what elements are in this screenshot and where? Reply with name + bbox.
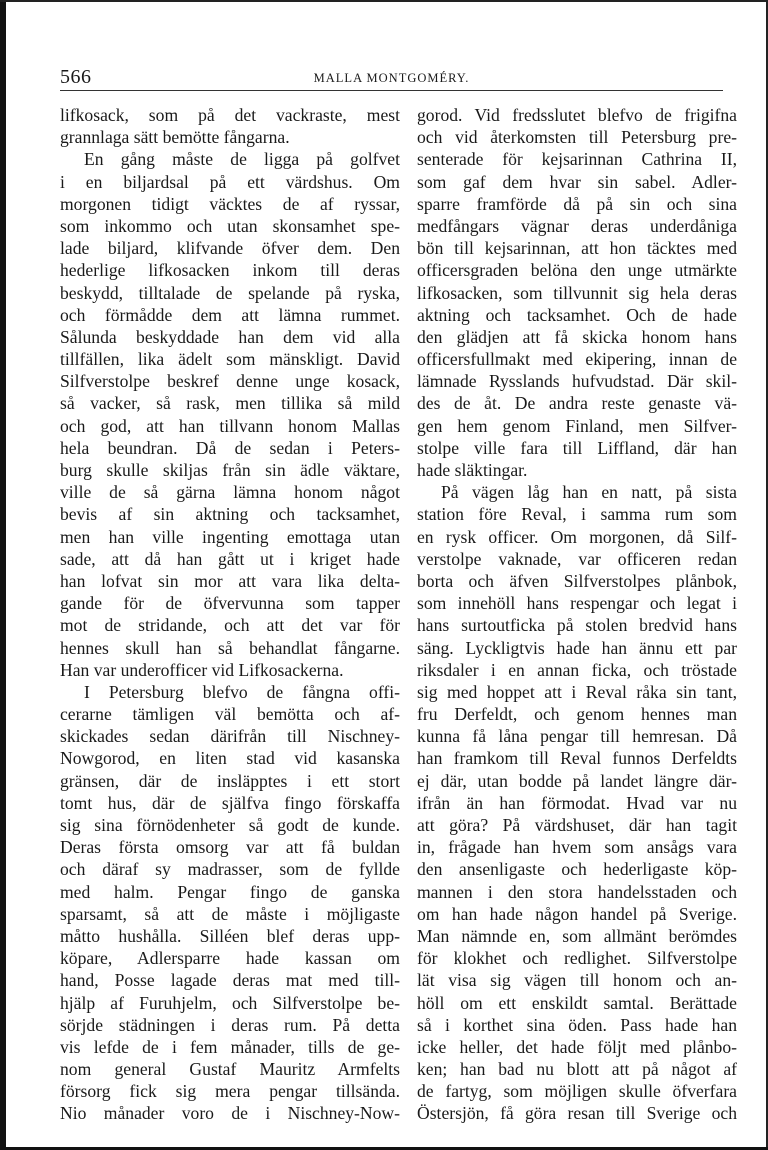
text-line: beskydd, tilltalade de spelande på ryska, bbox=[60, 282, 400, 303]
text-line: kunna få låna pengar till hemresan. Då bbox=[417, 726, 737, 747]
text-line: så i korthet sina öden. Pass hade han bbox=[417, 1014, 737, 1035]
text-line: att göra? På värdshuset, där han tagit bbox=[417, 815, 737, 835]
text-line: och förmådde dem att lämna rummet. bbox=[60, 304, 400, 325]
text-line: den glädjen att få skicka honom hans bbox=[417, 326, 737, 347]
text-line: hederlige lifkosacken inkom till deras bbox=[60, 260, 400, 281]
text-line: riksdaler i en annan ficka, och tröstade bbox=[417, 659, 737, 680]
text-column-left bbox=[60, 104, 400, 1125]
text-line: tillfällen, lika ädelt som mänskligt. David bbox=[60, 349, 400, 370]
text-line: tomt hus, där de själfva fingo förskaffa bbox=[60, 792, 400, 813]
text-line: På vägen låg han en natt, på sista bbox=[441, 482, 737, 503]
text-line: vis lefde de i fem månader, tills de ge- bbox=[60, 1036, 400, 1057]
text-line: medfångars vägnar deras underdåniga bbox=[417, 215, 737, 236]
text-line: han framkom till Reval funnos Derfeldts bbox=[417, 748, 737, 769]
text-line: des de åt. De andra reste genaste vä- bbox=[417, 393, 737, 414]
text-line: han lofvat sin mor att vara lika delta- bbox=[60, 570, 400, 591]
running-title: MALLA MONTGOMÉRY. bbox=[313, 71, 470, 85]
text-line: sparsamt, så att de måste i möjligaste bbox=[60, 903, 400, 924]
text-line: fru Derfeldt, och genom hennes man bbox=[417, 704, 737, 725]
text-line: ken; han bad nu blott att på något af bbox=[417, 1059, 737, 1080]
text-line: borta och äfven Silfverstolpes plånbok, bbox=[417, 570, 737, 591]
text-line: Silfverstolpe beskref denne unge kosack, bbox=[60, 371, 400, 392]
header-rule bbox=[60, 90, 723, 91]
text-line: sparre framförde då på sin och sina bbox=[417, 193, 737, 214]
text-line: hennes skull han så behandlat fångarne. bbox=[60, 637, 400, 658]
text-line: ifrån än han förmodat. Hvad var nu bbox=[417, 792, 737, 813]
text-line: höll om ett enskildt samtal. Berättade bbox=[417, 992, 737, 1013]
text-line: verstolpe vaknade, var officeren redan bbox=[417, 548, 737, 569]
running-head bbox=[60, 66, 723, 90]
text-line: hans surtoutficka på stolen bredvid hans bbox=[417, 615, 737, 636]
text-line: säng. Lyckligtvis hade han ännu ett par bbox=[417, 637, 737, 658]
text-line: som innehöll hans respengar och legat i bbox=[417, 593, 737, 614]
text-line: sig med hoppet att i Reval råka sin tant, bbox=[417, 681, 737, 702]
text-line: lät visa sig vägen till honom och an- bbox=[417, 970, 737, 991]
text-line: hade släktingar. bbox=[417, 460, 528, 480]
text-line: och god, att han tillvann honom Mallas bbox=[60, 415, 400, 436]
scan-edge-left bbox=[0, 0, 6, 1150]
text-line: och vid återkomsten till Petersburg pre- bbox=[417, 127, 737, 148]
text-line: hand, Posse lagade deras mat med till- bbox=[60, 970, 400, 991]
text-line: ej där, utan bodde på landet längre där- bbox=[417, 770, 737, 791]
text-line: Deras första omsorg var att få buldan bbox=[60, 837, 400, 858]
text-line: lifkosacken, som tillvunnit sig hela deras bbox=[417, 282, 737, 303]
text-line: gorod. Vid fredsslutet blefvo de frigifna bbox=[417, 105, 737, 125]
text-line: Man nämnde en, som allmänt berömdes bbox=[417, 925, 737, 946]
text-line: hela beundran. Då de sedan i Peters- bbox=[60, 437, 400, 458]
text-line: sig sina förnödenheter så godt de kunde. bbox=[60, 815, 400, 835]
text-line: lämnade Rysslands hufvudstad. Där skil- bbox=[417, 371, 737, 392]
text-line: gränsen, där de insläpptes i ett stort bbox=[60, 770, 400, 791]
text-line: sade, att då han gått ut i kriget hade bbox=[60, 548, 400, 569]
text-line: officersgraden belöna den unge utmärkte bbox=[417, 260, 737, 281]
text-line: men han ville ingenting emottaga utan bbox=[60, 526, 400, 547]
text-line: hjälp af Furuhjelm, och Silfverstolpe be- bbox=[60, 992, 400, 1013]
text-line: burg skulle skiljas från sin ädle väktare, bbox=[60, 460, 400, 480]
text-line: bön till kejsarinnan, att hon täcktes med bbox=[417, 238, 737, 259]
text-line: En gång måste de ligga på golfvet bbox=[84, 149, 400, 170]
text-line: försorg fick sig mera pengar tillsända. bbox=[60, 1081, 400, 1102]
text-line: bevis af sin aktning och tacksamhet, bbox=[60, 504, 400, 525]
text-line: en rysk officer. Om morgonen, då Silf- bbox=[417, 526, 737, 547]
text-column-right bbox=[417, 104, 737, 1125]
text-line: skickades sedan därifrån till Nischney- bbox=[60, 726, 400, 747]
text-line: gande för de öfvervunna som tapper bbox=[60, 593, 400, 614]
text-line: om han hade någon handel på Sverige. bbox=[417, 903, 737, 924]
text-line: stolpe ville fara till Liffland, där han bbox=[417, 437, 737, 458]
text-line: Nio månader voro de i Nischney-Now- bbox=[60, 1103, 400, 1124]
text-line: Östersjön, få göra resan till Sverige och bbox=[417, 1103, 737, 1124]
text-line: sörjde städningen i deras rum. På detta bbox=[60, 1014, 400, 1035]
text-line: de fartyg, som möjligen skulle öfverfara bbox=[417, 1081, 737, 1102]
text-line: så vacker, så rask, men tillika så mild bbox=[60, 393, 400, 414]
text-line: cerarne tämligen väl bemötta och af- bbox=[60, 704, 400, 725]
text-line: Sålunda beskyddade han dem vid alla bbox=[60, 326, 400, 347]
text-line: mot de stridande, och att det var för bbox=[60, 615, 400, 636]
scan-edge-top bbox=[0, 0, 768, 2]
text-line: icke heller, det hade följt med plånbo- bbox=[417, 1036, 737, 1057]
text-line: måtto hushålla. Silléen blef deras upp- bbox=[60, 925, 400, 946]
text-line: och däraf sy madrasser, som de fyllde bbox=[60, 859, 400, 880]
page-number: 566 bbox=[60, 66, 92, 88]
text-line: som inkommo och utan skonsamhet spe- bbox=[60, 215, 400, 236]
text-line: den ansenligaste och hederligaste köp- bbox=[417, 859, 737, 880]
text-line: mannen i den stora handelsstaden och bbox=[417, 881, 737, 902]
text-line: in, frågade han hvem som ansågs vara bbox=[417, 837, 737, 858]
text-line: med halm. Pengar fingo de ganska bbox=[60, 881, 400, 902]
text-line: ville de så gärna lämna honom något bbox=[60, 482, 400, 503]
text-line: gen hem genom Finland, men Silfver- bbox=[417, 415, 737, 436]
text-line: station före Reval, i samma rum som bbox=[417, 504, 737, 525]
text-line: morgonen tidigt väcktes de af ryssar, bbox=[60, 193, 400, 214]
text-line: för klokhet och redlighet. Silfverstolpe bbox=[417, 948, 737, 969]
text-line: senterade för kejsarinnan Cathrina II, bbox=[417, 149, 737, 170]
text-line: grannlaga sätt bemötte fångarna. bbox=[60, 127, 290, 148]
text-line: köpare, Adlersparre hade kassan om bbox=[60, 948, 400, 969]
text-line: aktning och tacksamhet. Och de hade bbox=[417, 304, 737, 325]
text-line: lade biljard, klifvande öfver dem. Den bbox=[60, 238, 400, 259]
text-line: i en biljardsal på ett värdshus. Om bbox=[60, 171, 400, 192]
text-line: Nowgorod, en liten stad vid kasanska bbox=[60, 748, 400, 769]
text-line: officersfullmakt med ekipering, innan de bbox=[417, 349, 737, 370]
text-line: som gaf dem hvar sin sabel. Adler- bbox=[417, 171, 737, 192]
text-line: lifkosack, som på det vackraste, mest bbox=[60, 105, 400, 125]
text-line: Han var underofficer vid Lifkosackerna. bbox=[60, 659, 344, 680]
text-line: nom general Gustaf Mauritz Armfelts bbox=[60, 1059, 400, 1080]
text-line: I Petersburg blefvo de fångna offi- bbox=[84, 681, 400, 702]
